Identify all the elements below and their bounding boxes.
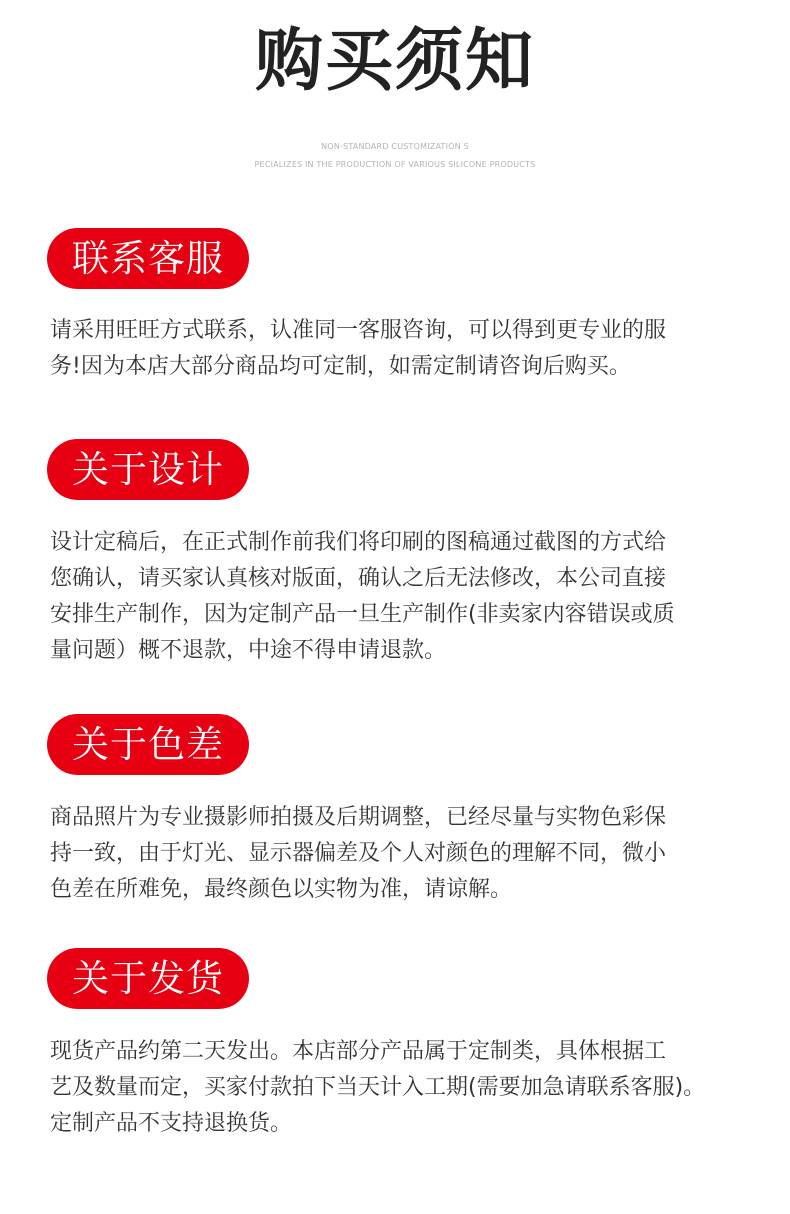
section-heading-contact: 联系客服 [47, 228, 249, 289]
section-text-color-difference: 商品照片为专业摄影师拍摄及后期调整，已经尽量与实物色彩保 持一致，由于灯光、显示器偏差及个人对颜色的理解不同，微小 色差在所难免，最终颜色以实物为准，请谅解。 [50, 805, 667, 902]
page-title: 购买须知 [254, 22, 535, 101]
section-text-design: 设计定稿后，在正式制作前我们将印刷的图稿通过截图的方式给 您确认，请买家认真核对版面，确认之后无法修改，本公司直接 安排生产制作，因为定制产品一旦生产制作(非卖家内容错误或质 量问题）概不退款，中途不得申请退款。 [50, 530, 675, 663]
section-text-contact: 请采用旺旺方式联系，认准同一客服咨询，可以得到更专业的服 务!因为本店大部分商品均可定制，如需定制请咨询后购买。 [50, 318, 667, 379]
page-subtitle-line-1: NON-STANDARD CUSTOMIZATION S [321, 142, 469, 151]
section-heading-design: 关于设计 [47, 439, 249, 500]
page-subtitle-line-2: PECIALIZES IN THE PRODUCTION OF VARIOUS SILICONE PRODUCTS [254, 160, 536, 169]
section-heading-shipping: 关于发货 [47, 948, 249, 1009]
section-text-shipping: 现货产品约第二天发出。本店部分产品属于定制类，具体根据工 艺及数量而定，买家付款拍下当天计入工期(需要加急请联系客服)。 定制产品不支持退换货。 [50, 1039, 706, 1136]
section-heading-color-difference: 关于色差 [47, 714, 249, 775]
